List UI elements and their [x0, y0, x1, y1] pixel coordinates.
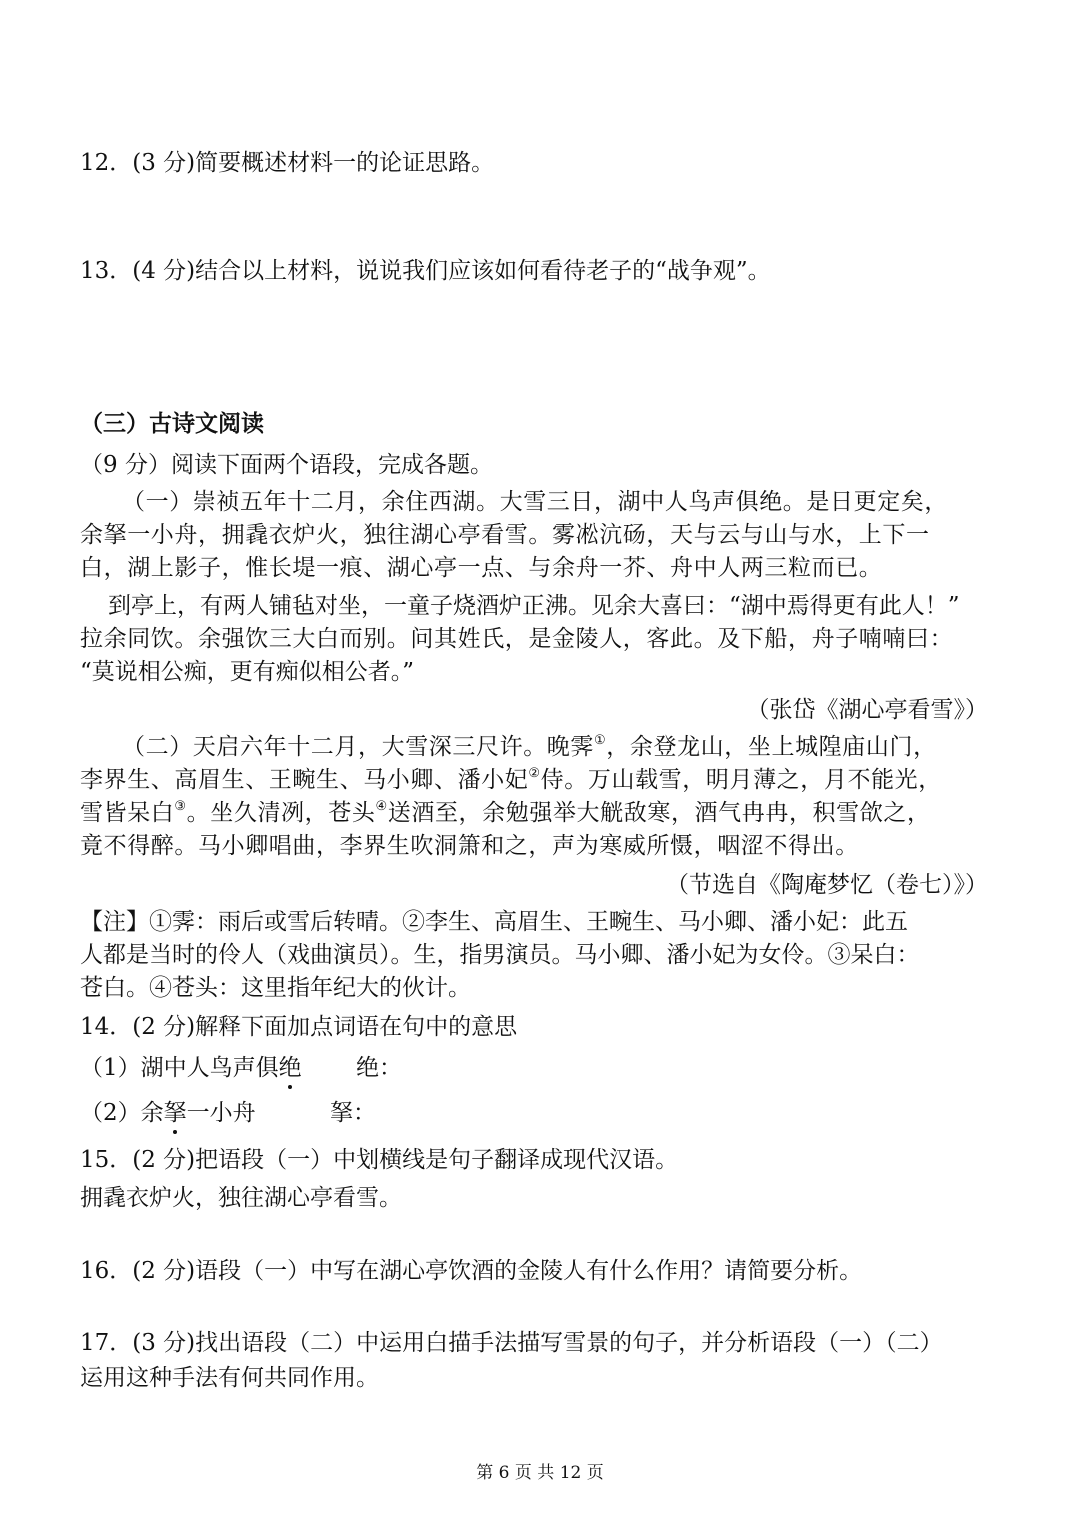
footnote-marker: ① — [594, 733, 607, 748]
passage-two-line: 李界生、高眉生、王畹生、马小卿、潘小妃②侍。万山载雪，明月薄之，月不能光， — [80, 766, 942, 793]
passage-one-line: 白，湖上影子，惟长堤一痕、湖心亭一点、与余舟一芥、舟中人两三粒而已。 — [80, 555, 883, 581]
footnote-marker: ② — [528, 766, 541, 781]
question-16: 16．(2 分)语段（一）中写在湖心亭饮酒的金陵人有什么作用？请简要分析。 — [80, 1258, 863, 1284]
passage-one-line: 拉余同饮。余强饮三大白而别。问其姓氏，是金陵人，客此。及下船，舟子喃喃曰： — [80, 626, 954, 652]
emphasis-dot-word: 拏 — [163, 1100, 187, 1126]
passage-one-line: （一）崇祯五年十二月，余住西湖。大雪三日，湖中人鸟声俱绝。是日更定矣， — [122, 489, 948, 515]
question-14-item-2: （2）余拏一小舟 — [80, 1100, 256, 1126]
section-intro: （9 分）阅读下面两个语段，完成各题。 — [80, 452, 493, 478]
section-title: （三）古诗文阅读 — [80, 410, 264, 437]
question-15-sentence: 拥毳衣炉火，独往湖心亭看雪。 — [80, 1185, 402, 1211]
question-14-item-1-label: 绝： — [356, 1055, 402, 1081]
page-footer: 第 6 页 共 12 页 — [476, 1463, 604, 1483]
question-17-line-2: 运用这种手法有何共同作用。 — [80, 1365, 379, 1391]
question-15: 15．(2 分)把语段（一）中划横线是句子翻译成现代汉语。 — [80, 1147, 679, 1173]
question-17: 17．(3 分)找出语段（二）中运用白描手法描写雪景的句子，并分析语段（一）（二） — [80, 1330, 943, 1356]
question-14-item-1: （1）湖中人鸟声俱绝 — [80, 1055, 302, 1081]
question-14: 14．(2 分)解释下面加点词语在句中的意思 — [80, 1014, 518, 1040]
footnote-marker: ④ — [375, 799, 388, 814]
passage-two-line: （二）天启六年十二月，大雪深三尺许。晚霁①，余登龙山，坐上城隍庙山门， — [122, 733, 937, 760]
notes-line: 人都是当时的伶人（戏曲演员）。生，指男演员。马小卿、潘小妃为女伶。③呆白： — [80, 942, 920, 968]
question-13: 13．(4 分)结合以上材料，说说我们应该如何看待老子的“战争观”。 — [80, 258, 771, 284]
question-14-item-2-label: 拏： — [330, 1100, 376, 1126]
emphasis-dot-word: 绝 — [278, 1055, 302, 1081]
notes-line: 【注】①霁：雨后或雪后转晴。②李生、高眉生、王畹生、马小卿、潘小妃：此五 — [80, 909, 908, 935]
passage-one-line: 余拏一小舟，拥毳衣炉火，独往湖心亭看雪。雾凇沆砀，天与云与山与水，上下一 — [80, 522, 930, 548]
question-12: 12．(3 分)简要概述材料一的论证思路。 — [80, 150, 495, 176]
passage-one-source: （张岱《湖心亭看雪》） — [746, 697, 988, 723]
notes-line: 苍白。④苍头：这里指年纪大的伙计。 — [80, 975, 471, 1001]
passage-one-line: “莫说相公痴，更有痴似相公者。” — [80, 659, 415, 685]
passage-two-line: 雪皆呆白③。坐久清冽，苍头④送酒至，余勉强举大觥敌寒，酒气冉冉，积雪欱之， — [80, 799, 931, 826]
passage-two-line: 竟不得醉。马小卿唱曲，李界生吹洞箫和之，声为寒威所慑，咽涩不得出。 — [80, 833, 859, 859]
passage-one-line: 到亭上，有两人铺毡对坐，一童子烧酒炉正沸。见余大喜曰：“湖中焉得更有此人！” — [108, 593, 960, 619]
passage-two-source: （节选自《陶庵梦忆（卷七）》） — [666, 872, 988, 898]
footnote-marker: ③ — [174, 799, 187, 814]
